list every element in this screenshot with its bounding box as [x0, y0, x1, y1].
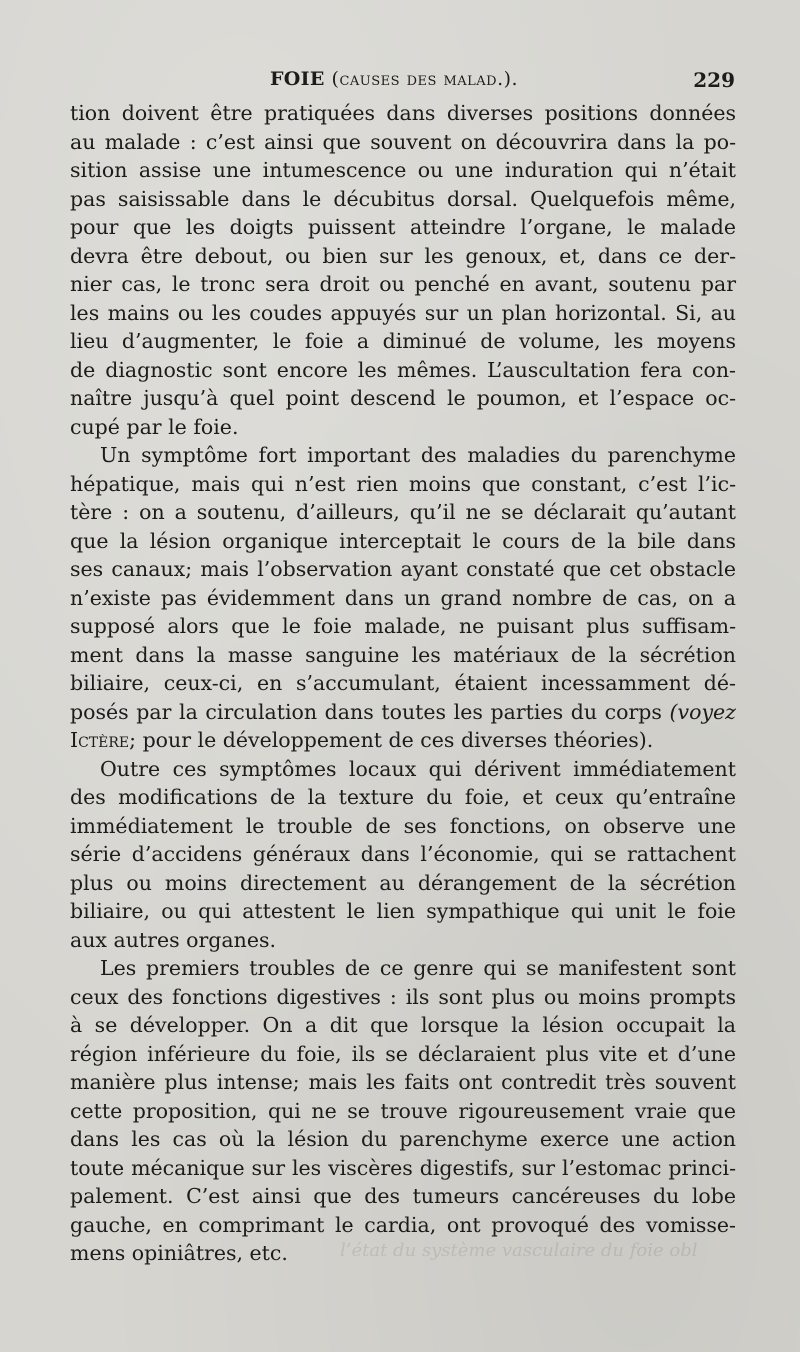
text-line: pas saisissable dans le décubitus dorsal. Quelquefois même,	[70, 186, 736, 211]
page-number: 229	[693, 68, 735, 92]
text-line-with-reference	[70, 726, 736, 755]
text-line: palement. C’est ainsi que des tumeurs cancéreuses du lobe	[70, 1184, 736, 1208]
text-line-with-reference	[70, 698, 736, 727]
text-line: lieu d’augmenter, le foie a diminué de volume, les moyens	[70, 329, 736, 353]
text-line: Un symptôme fort important des maladies du parenchyme	[100, 443, 736, 467]
text-line: les mains ou les coudes appuyés sur un plan horizontal. Si, au	[70, 300, 736, 325]
text-line: de diagnostic sont encore les mêmes. L’auscultation fera con-	[70, 357, 736, 382]
text-line: ceux des fonctions digestives : ils sont plus ou moins prompts	[70, 984, 736, 1009]
text-line: ment dans la masse sanguine les matériaux de la sécrétion	[70, 642, 736, 667]
text-line: mens opiniâtres, etc.	[70, 1241, 288, 1265]
text-line: manière plus intense; mais les faits ont contredit très souvent	[70, 1070, 736, 1094]
cross-reference-voyez: (voyez	[669, 699, 736, 724]
text-line: tion doivent être pratiquées dans diverses positions données	[70, 101, 736, 125]
text-line: dans les cas où la lésion du parenchyme exerce une action	[70, 1127, 736, 1151]
text-line: pour que les doigts puissent atteindre l’organe, le malade	[70, 215, 736, 239]
text-line: plus ou moins directement au dérangement de la sécrétion	[70, 870, 736, 895]
text-fragment: posés par la circulation dans toutes les parties du corps	[70, 699, 662, 724]
text-line: immédiatement le trouble de ses fonctions, on observe une	[70, 813, 736, 838]
text-line: Les premiers troubles de ce genre qui se manifestent sont	[100, 956, 736, 980]
running-title-main: FOIE	[270, 68, 325, 90]
text-line: sition assise une intumescence ou une induration qui n’était	[70, 158, 736, 182]
text-line: biliaire, ceux-ci, en s’accumulant, étaient incessamment dé-	[70, 671, 736, 695]
text-line: aux autres organes.	[70, 927, 276, 952]
text-line: ses canaux; mais l’observation ayant constaté que cet obstacle	[70, 557, 736, 581]
running-title	[270, 68, 518, 90]
text-line: hépatique, mais qui n’est rien moins que constant, c’est l’ic-	[70, 471, 736, 496]
paragraph-4	[70, 954, 736, 1268]
text-line: série d’accidens généraux dans l’économie, qui se rattachent	[70, 842, 736, 866]
text-line: biliaire, ou qui attestent le lien sympathique qui unit le foie	[70, 899, 736, 923]
text-line: au malade : c’est ainsi que souvent on découvrira dans la po-	[70, 129, 736, 154]
text-line: devra être debout, ou bien sur les genoux, et, dans ce der-	[70, 243, 736, 268]
paragraph-1	[70, 99, 736, 441]
text-line: Outre ces symptômes locaux qui dérivent immédiatement	[100, 756, 736, 781]
text-line: nier cas, le tronc sera droit ou penché en avant, soutenu par	[70, 272, 736, 296]
bleed-through-text: l’état du système vasculaire du foie obl	[340, 1240, 698, 1261]
text-fragment: ; pour le développement de ces diverses théories).	[129, 728, 654, 752]
text-line: région inférieure du foie, ils se déclaraient plus vite et d’une	[70, 1041, 736, 1066]
running-head	[70, 68, 735, 96]
text-line: supposé alors que le foie malade, ne puisant plus suffisam-	[70, 614, 736, 638]
text-line: cette proposition, qui ne se trouve rigoureusement vraie que	[70, 1098, 736, 1123]
text-body	[70, 99, 736, 1268]
paragraph-3	[70, 755, 736, 955]
paragraph-2	[70, 441, 736, 755]
text-line: toute mécanique sur les viscères digestifs, sur l’estomac princi-	[70, 1155, 736, 1180]
text-line: que la lésion organique interceptait le cours de la bile dans	[70, 528, 736, 553]
text-line: naître jusqu’à quel point descend le poumon, et l’espace oc-	[70, 386, 736, 410]
text-line: cupé par le foie.	[70, 414, 239, 439]
text-line: gauche, en comprimant le cardia, ont provoqué des vomisse-	[70, 1212, 736, 1237]
text-line: des modifications de la texture du foie, et ceux qu’entraîne	[70, 785, 736, 809]
text-line: tère : on a soutenu, d’ailleurs, qu’il ne se déclarait qu’autant	[70, 500, 736, 524]
running-title-sub: (causes des malad.).	[331, 68, 519, 90]
cross-reference-ictere: Ictère	[70, 728, 130, 752]
text-line: à se développer. On a dit que lorsque la lésion occupait la	[70, 1013, 736, 1037]
text-line: n’existe pas évidemment dans un grand nombre de cas, on a	[70, 585, 736, 610]
